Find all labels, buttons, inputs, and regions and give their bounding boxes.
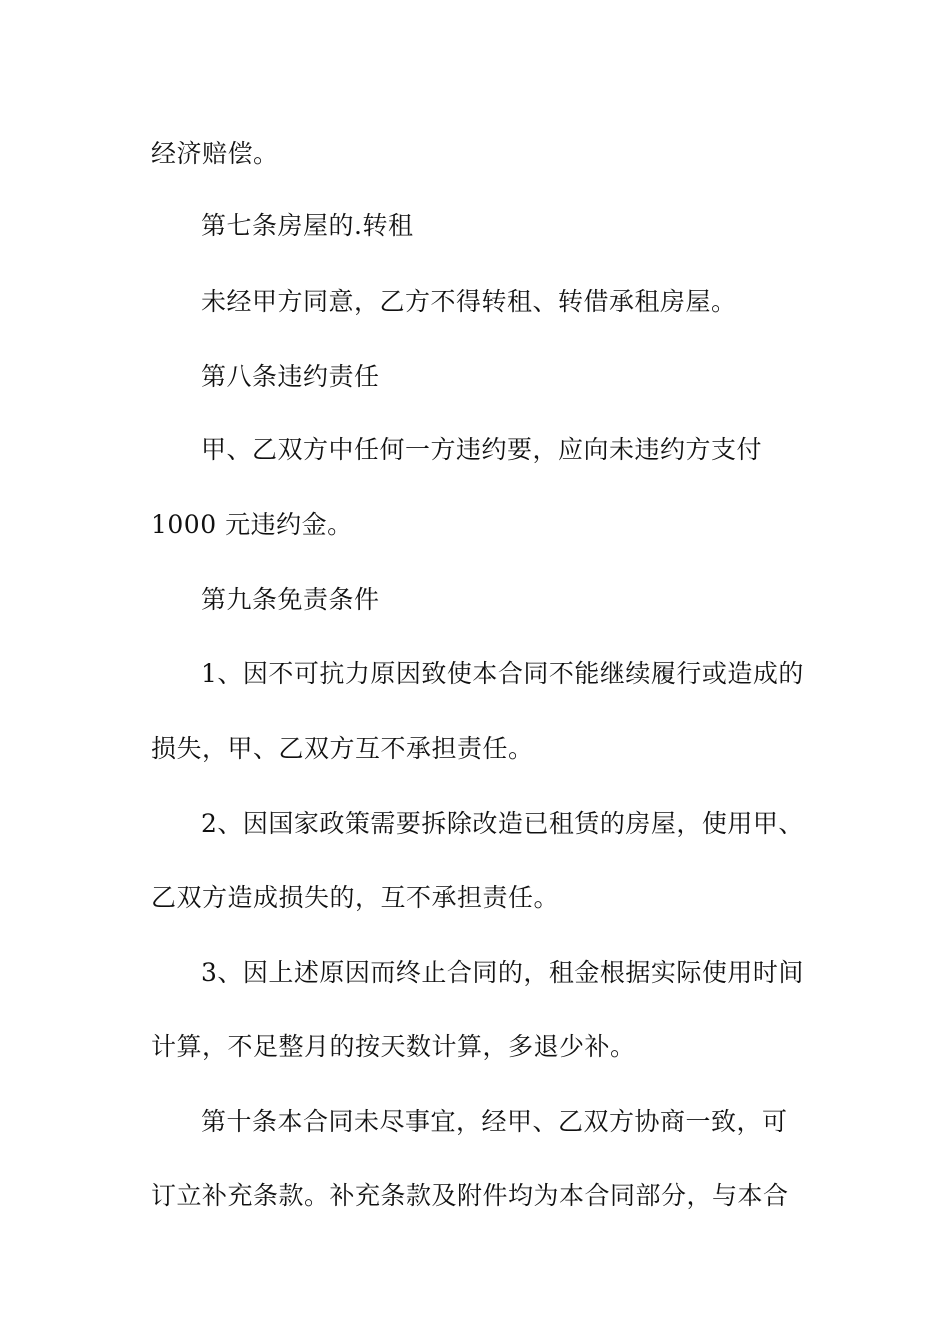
paragraph-line: 甲、乙双方中任何一方违约要，应向未违约方支付 <box>201 435 763 464</box>
paragraph-line: 未经甲方同意，乙方不得转租、转借承租房屋。 <box>201 287 737 316</box>
paragraph-line: 订立补充条款。补充条款及附件均为本合同部分，与本合 <box>151 1181 789 1210</box>
paragraph-line: 2、因国家政策需要拆除改造已租赁的房屋，使用甲、 <box>201 809 804 838</box>
section-heading-article-10: 第十条本合同未尽事宜，经甲、乙双方协商一致，可 <box>201 1107 788 1136</box>
paragraph-line: 损失，甲、乙双方互不承担责任。 <box>151 734 534 763</box>
section-heading-article-9: 第九条免责条件 <box>201 585 380 614</box>
paragraph-line: 计算，不足整月的按天数计算，多退少补。 <box>151 1032 636 1061</box>
paragraph-line: 1000 元违约金。 <box>151 510 353 539</box>
section-heading-article-8: 第八条违约责任 <box>201 362 380 391</box>
paragraph-line: 乙双方造成损失的，互不承担责任。 <box>151 883 560 912</box>
paragraph-line: 经济赔偿。 <box>151 139 279 168</box>
paragraph-line: 3、因上述原因而终止合同的，租金根据实际使用时间 <box>201 958 804 987</box>
paragraph-line: 1、因不可抗力原因致使本合同不能继续履行或造成的 <box>201 659 804 688</box>
section-heading-article-7: 第七条房屋的.转租 <box>201 211 414 240</box>
